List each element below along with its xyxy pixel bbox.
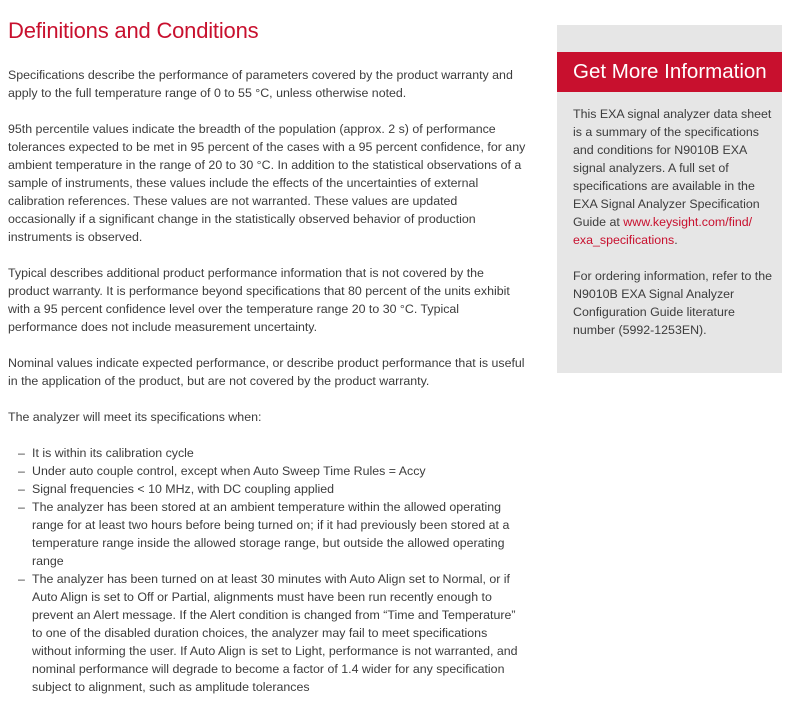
main-content: [8, 18, 528, 696]
list-item: [8, 462, 528, 480]
list-item-text: It is within its calibration cycle: [32, 446, 194, 460]
list-item-text: Signal frequencies < 10 MHz, with DC coupling applied: [32, 482, 335, 496]
sidebar-body: [573, 105, 773, 357]
paragraph-conditions-intro: The analyzer will meet its specifications when:: [8, 410, 262, 424]
list-item: [8, 444, 528, 462]
info-sidebar: [557, 25, 782, 373]
list-dash: –: [18, 482, 25, 496]
conditions-list: [8, 444, 528, 696]
list-item-text: The analyzer has been stored at an ambient temperature within the allowed operating range for at least two hours before being turned on; if it had previously been stored at a temperature range inside the allowed storage range, but outside the allowed operating range: [32, 500, 510, 568]
paragraph-typical: Typical describes additional product performance information that is not covered by the product warranty. It is performance beyond specifications that 80 percent of the units exhibit with a 95 percent confidence level over the temperature range 20 to 30 °C. Typical performance does not include measurement uncertainty.: [8, 266, 510, 334]
list-item-text: The analyzer has been turned on at least 30 minutes with Auto Align set to Normal, or if Auto Align is set to Off or Partial, alignments must have been run recently enough to prevent an Alert message. If the Alert condition is changed from “Time and Temperature” to one of the disabled duration choices, the analyzer may fail to meet specifications without informing the user. If Auto Align is set to Light, performance is not warranted, and nominal performance will degrade to become a factor of 1.4 wider for any specification subject to alignment, such as amplitude tolerances: [32, 572, 518, 694]
list-dash: –: [18, 446, 25, 460]
paragraph-nominal: Nominal values indicate expected performance, or describe product performance that is useful in the application of the product, but are not covered by the product warranty.: [8, 356, 525, 388]
sidebar-summary-end: .: [674, 233, 678, 247]
sidebar-paragraph-summary: [573, 105, 773, 249]
list-item: [8, 570, 528, 696]
sidebar-paragraph-ordering: For ordering information, refer to the N9010B EXA Signal Analyzer Configuration Guide literature number (5992-1253EN).: [573, 269, 773, 337]
list-dash: –: [18, 464, 25, 478]
list-item: [8, 480, 528, 498]
list-dash: –: [18, 500, 25, 514]
list-item: [8, 498, 528, 570]
paragraph-95th-percentile: 95th percentile values indicate the breadth of the population (approx. 2 s) of performance tolerances expected to be met in 95 percent of the cases with a 95 percent confidence, for any ambient temperature in the range of 20 to 30 °C. In addition to the statistical observations of a sample of instruments, these values include the effects of the uncertainties of external calibration references. These values are not warranted. These values are updated occasionally if a significant change in the statistically observed behavior of production instruments is observed.: [8, 122, 526, 244]
paragraph-specifications: Specifications describe the performance of parameters covered by the product warranty and apply to the full temperature range of 0 to 55 °C, unless otherwise noted.: [8, 68, 513, 100]
sidebar-header: Get More Information: [557, 52, 782, 92]
page-title: Definitions and Conditions: [8, 18, 259, 43]
list-dash: –: [18, 572, 25, 586]
list-item-text: Under auto couple control, except when Auto Sweep Time Rules = Accy: [32, 464, 426, 478]
exa-specifications-link[interactable]: www.keysight.com/find/ exa_specifications: [573, 215, 753, 247]
sidebar-summary-text: This EXA signal analyzer data sheet is a summary of the specifications and conditions for N9010B EXA signal analyzers. A full set of specifications are available in the EXA Signal Analyzer Specification Guide at: [573, 107, 772, 229]
